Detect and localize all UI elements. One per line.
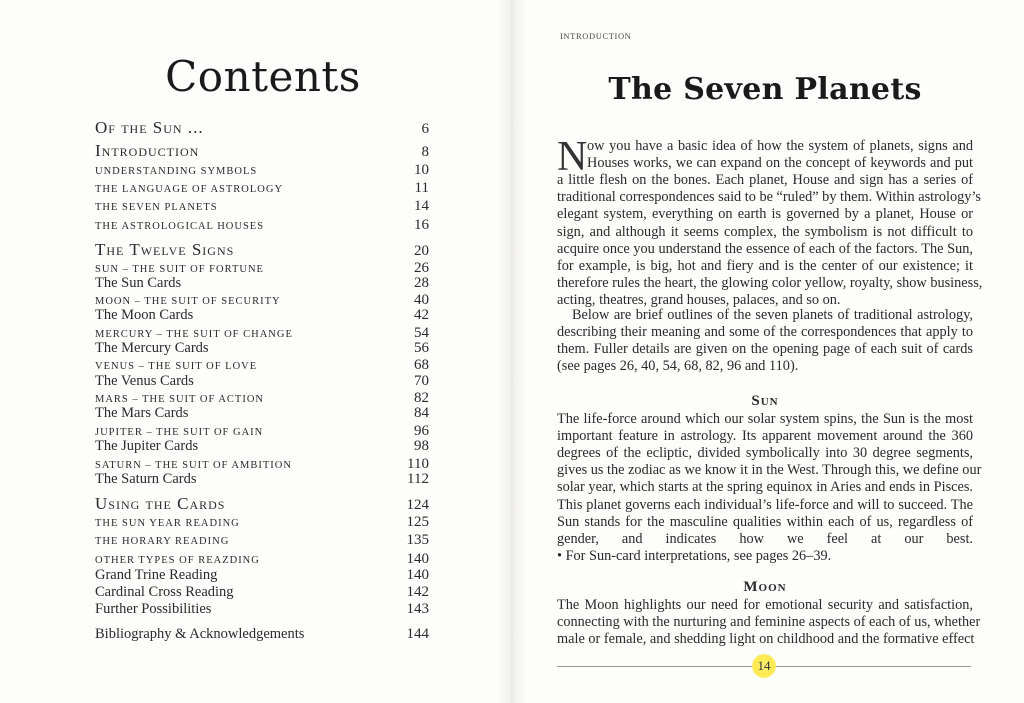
- toc-entry-label: UNDERSTANDING SYMBOLS: [95, 166, 258, 177]
- chapter-title: The Seven Planets: [608, 72, 922, 107]
- text-line: Below are brief outlines of the seven planets of traditional astrology,: [572, 307, 973, 323]
- toc-entry-page: 112: [407, 471, 429, 487]
- toc-entry-label: Using the Cards: [95, 494, 226, 513]
- toc-entry-label: Cardinal Cross Reading: [95, 584, 234, 600]
- toc-entry: [95, 240, 429, 260]
- toc-entry-label: Bibliography & Acknowledgements: [95, 626, 305, 642]
- text-line: The life-force around which our solar system spins, the Sun is the most: [557, 411, 973, 427]
- text-line: elegant system, everything on earth is governed by a planet, House or: [557, 206, 973, 223]
- toc-entry-label: THE SEVEN PLANETS: [95, 202, 218, 213]
- toc-entry: [95, 514, 429, 531]
- toc-entry: [95, 494, 429, 514]
- toc-entry: [95, 180, 429, 197]
- toc-entry-label: OTHER TYPES OF REAZDING: [95, 555, 260, 566]
- text-line: Houses works, we can expand on the concept of keywords and put: [587, 155, 973, 172]
- text-line: • For Sun-card interpretations, see pages 26–39.: [557, 547, 832, 564]
- toc-entry-label: The Moon Cards: [95, 307, 194, 323]
- toc-entry: [95, 471, 429, 488]
- toc-entry-page: 6: [421, 121, 429, 137]
- toc-entry-page: 16: [414, 217, 429, 233]
- toc-entry-page: 124: [406, 497, 429, 513]
- toc-entry-label: Of the Sun ...: [95, 118, 204, 137]
- toc-entry-label: The Twelve Signs: [95, 240, 235, 259]
- drop-cap: N: [557, 134, 588, 180]
- toc-entry-page: 8: [421, 144, 429, 160]
- toc-entry-label: Grand Trine Reading: [95, 567, 218, 583]
- toc-entry-page: 68: [414, 357, 429, 373]
- text-line: a little flesh on the bones. Each planet, House and sign has a series of: [557, 172, 973, 189]
- toc-entry-label: The Mars Cards: [95, 405, 189, 421]
- toc-entry-label: Introduction: [95, 141, 200, 160]
- toc-entry-page: 40: [414, 292, 429, 308]
- toc-entry-page: 82: [414, 390, 429, 406]
- text-line: for example, is big, hot and fiery and is the center of our existence; it: [557, 257, 973, 274]
- toc-entry-page: 125: [406, 514, 429, 530]
- toc-entry-page: 135: [406, 532, 429, 548]
- text-line: sign, and although it seems complex, the symbolism is not difficult to: [557, 223, 973, 240]
- text-line: ow you have a basic idea of how the system of planets, signs and: [587, 138, 973, 154]
- toc-entry-label: JUPITER – THE SUIT OF GAIN: [95, 427, 264, 438]
- toc-entry: [95, 584, 429, 601]
- text-line: describing their meaning and some of the correspondences that apply to: [557, 324, 973, 341]
- toc-entry-page: 144: [406, 626, 429, 642]
- text-line: Sun stands for the masculine qualities within each of us, regardless of: [557, 513, 973, 530]
- text-line: male or female, and shedding light on childhood and the formative effect: [557, 631, 975, 648]
- toc-entry-label: THE HORARY READING: [95, 536, 230, 547]
- toc-entry-label: The Mercury Cards: [95, 340, 209, 356]
- toc-entry-page: 140: [406, 567, 429, 583]
- text-line: them. Fuller details are given on the opening page of each suit of cards: [557, 341, 973, 358]
- toc-entry-page: 142: [406, 584, 429, 600]
- toc-entry: [95, 162, 429, 179]
- toc-entry: [95, 405, 429, 422]
- toc-entry-page: 11: [414, 180, 429, 196]
- toc-entry-page: 84: [414, 405, 429, 421]
- section-heading-moon: Moon: [743, 579, 787, 595]
- text-line: gender, and indicates how we feel at our best.: [557, 530, 973, 547]
- toc-entry-label: VENUS – THE SUIT OF LOVE: [95, 361, 258, 372]
- text-line: important feature in astrology. Its apparent movement around the 360: [557, 428, 973, 445]
- toc-entry-page: 28: [414, 275, 429, 291]
- text-line: This planet governs each individual’s life-force and will to succeed. The: [557, 496, 973, 513]
- toc-entry-page: 26: [414, 260, 429, 276]
- toc-entry-label: SATURN – THE SUIT OF AMBITION: [95, 460, 292, 471]
- toc-entry: [95, 198, 429, 215]
- toc-entry-label: THE SUN YEAR READING: [95, 518, 240, 529]
- toc-entry-page: 98: [414, 438, 429, 454]
- toc-entry-page: 20: [414, 243, 429, 259]
- toc-entry-label: THE ASTROLOGICAL HOUSES: [95, 221, 265, 232]
- toc-entry: [95, 532, 429, 549]
- toc-entry-page: 140: [406, 551, 429, 567]
- toc-entry-label: The Jupiter Cards: [95, 438, 199, 454]
- toc-entry-label: SUN – THE SUIT OF FORTUNE: [95, 264, 264, 275]
- toc-entry-label: THE LANGUAGE OF ASTROLOGY: [95, 184, 284, 195]
- toc-entry: [95, 118, 429, 138]
- toc-entry: [95, 551, 429, 568]
- text-line: The Moon highlights our need for emotional security and satisfaction,: [557, 597, 973, 613]
- toc-entry: [95, 438, 429, 455]
- toc-entry-page: 96: [414, 423, 429, 439]
- toc-entry-page: 42: [414, 307, 429, 323]
- toc-entry-page: 56: [414, 340, 429, 356]
- running-head: INTRODUCTION: [560, 31, 632, 41]
- toc-entry: [95, 357, 429, 374]
- toc-entry: [95, 141, 429, 161]
- toc-entry: [95, 307, 429, 324]
- toc-entry: [95, 217, 429, 234]
- toc-entry-label: MARS – THE SUIT OF ACTION: [95, 394, 265, 405]
- toc-entry-page: 14: [414, 198, 429, 214]
- toc-entry-label: MOON – THE SUIT OF SECURITY: [95, 296, 281, 307]
- toc-entry: [95, 601, 429, 618]
- text-line: acting, theatres, grand houses, palaces, and so on.: [557, 291, 841, 308]
- toc-entry-label: The Saturn Cards: [95, 471, 197, 487]
- toc-entry-label: The Sun Cards: [95, 275, 182, 291]
- toc-entry: [95, 275, 429, 292]
- text-line: solar year, which starts at the spring equinox in Aries and ends in Pisces.: [557, 479, 973, 496]
- text-line: traditional correspondences said to be “ruled” by them. Within astrology’s: [557, 189, 981, 206]
- section-heading-sun: Sun: [751, 393, 779, 409]
- toc-entry-page: 110: [407, 456, 429, 472]
- text-line: therefore rules the heart, the glowing color yellow, royalty, show business,: [557, 274, 983, 291]
- toc-entry-page: 143: [406, 601, 429, 617]
- toc-entry-label: Further Possibilities: [95, 601, 212, 617]
- contents-title: Contents: [165, 52, 361, 101]
- toc-entry-page: 54: [414, 325, 429, 341]
- toc-entry-label: MERCURY – THE SUIT OF CHANGE: [95, 329, 293, 340]
- text-line: degrees of the ecliptic, divided symbolically into 30 degree segments,: [557, 445, 973, 462]
- toc-entry-page: 70: [414, 373, 429, 389]
- text-line: (see pages 26, 40, 54, 68, 82, 96 and 110).: [557, 358, 799, 375]
- book-gutter: [494, 0, 530, 703]
- toc-entry-page: 10: [414, 162, 429, 178]
- toc-entry-label: The Venus Cards: [95, 373, 194, 389]
- toc-entry: [95, 567, 429, 584]
- text-line: connecting with the nurturing and feminine aspects of each of us, whether: [557, 614, 981, 631]
- toc-entry: [95, 626, 429, 643]
- toc-entry: [95, 373, 429, 390]
- toc-entry: [95, 340, 429, 357]
- text-line: acquire once you understand the essence of each of the factors. The Sun,: [557, 240, 973, 257]
- page-number: 14: [752, 654, 776, 678]
- text-line: gives us the zodiac as we know it in the West. Through this, we define our: [557, 462, 982, 479]
